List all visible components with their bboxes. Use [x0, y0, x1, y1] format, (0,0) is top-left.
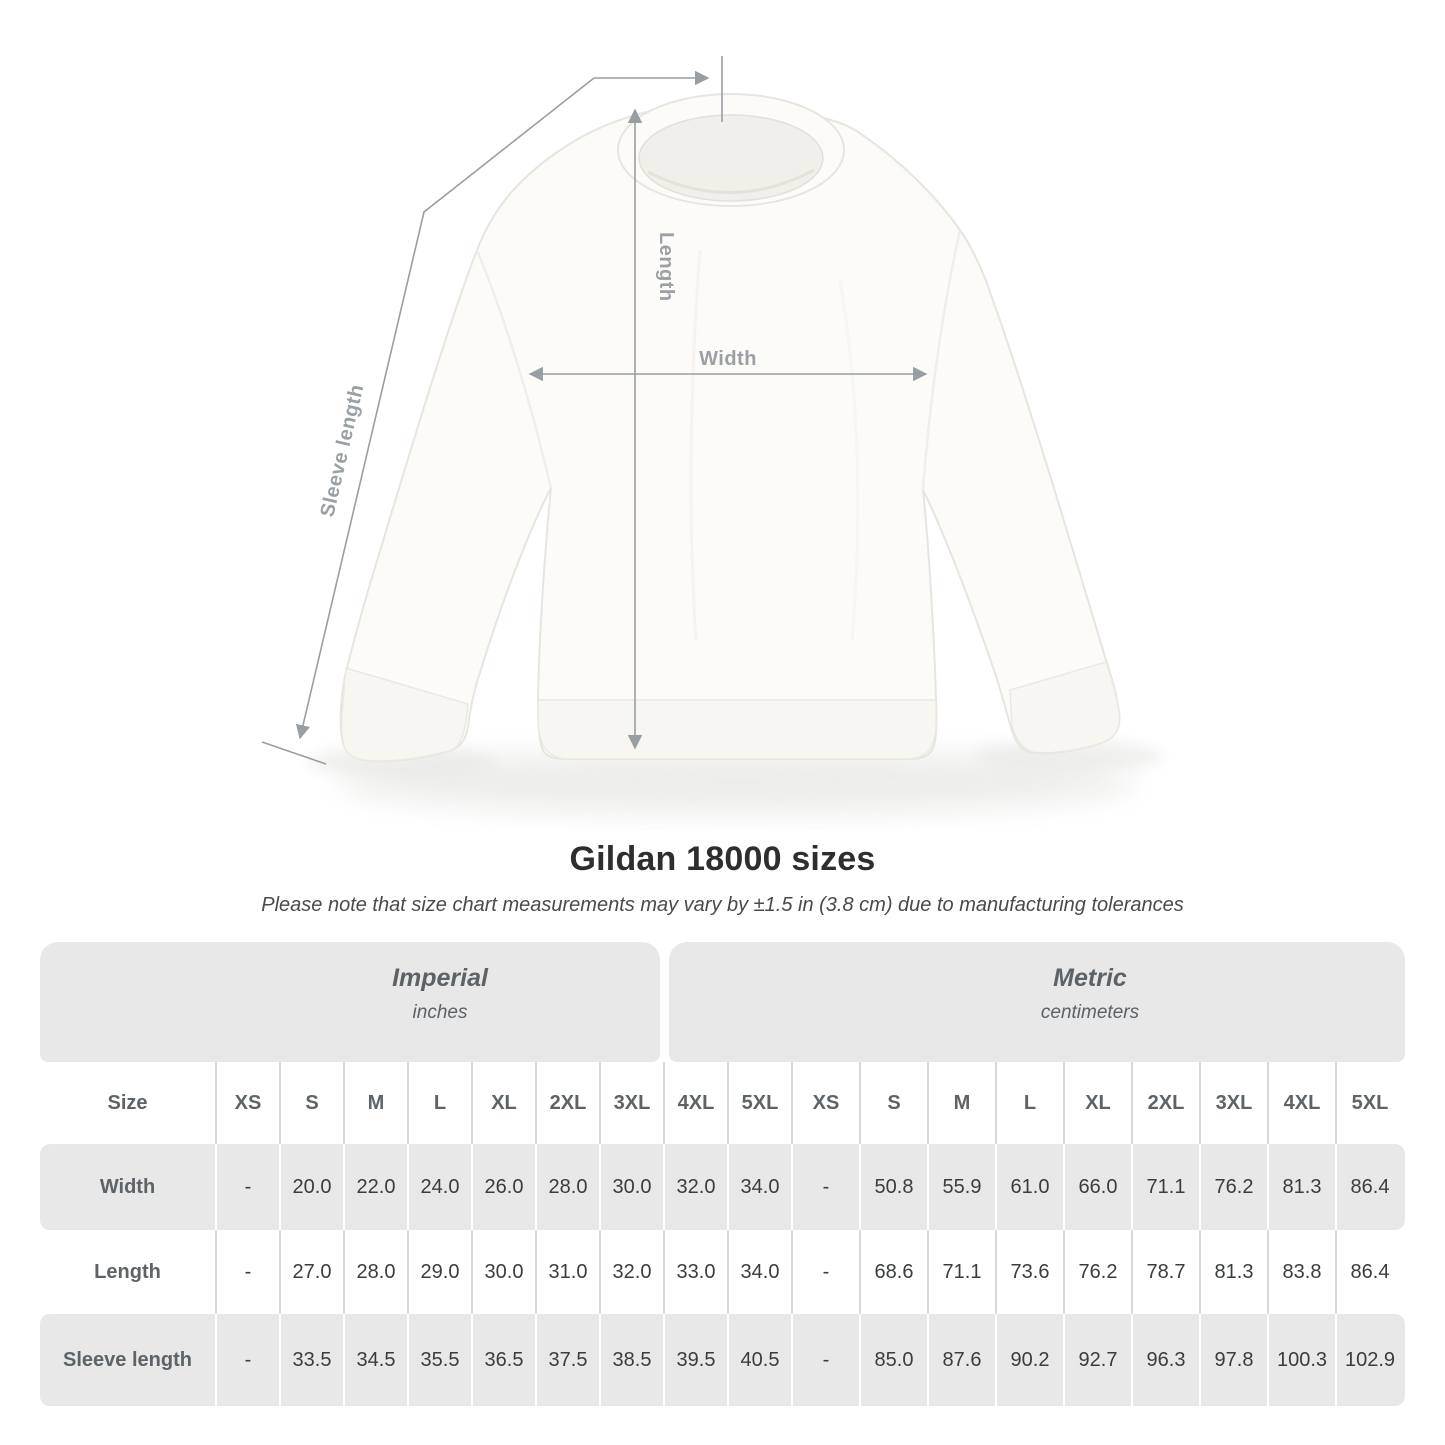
value-cell: 90.2 [995, 1314, 1063, 1406]
value-cell: 55.9 [927, 1144, 995, 1230]
value-cell: 78.7 [1131, 1230, 1199, 1314]
tolerance-note: Please note that size chart measurements may vary by ±1.5 in (3.8 cm) due to manufacturing tolerances [261, 894, 1184, 916]
metric-header [1041, 964, 1139, 1024]
value-cell: 28.0 [343, 1230, 407, 1314]
size-col-header: M [927, 1062, 995, 1144]
value-cell: 24.0 [407, 1144, 471, 1230]
value-cell: 40.5 [727, 1314, 791, 1406]
size-col-header: L [407, 1062, 471, 1144]
row-label: Length [94, 1260, 161, 1283]
value-cell: 100.3 [1267, 1314, 1335, 1406]
length-label: Length [655, 232, 677, 302]
value-cell: 71.1 [927, 1230, 995, 1314]
size-header-row [40, 1062, 1405, 1144]
value-cell: 71.1 [1131, 1144, 1199, 1230]
value-cell: - [215, 1314, 279, 1406]
size-col-header: 4XL [663, 1062, 727, 1144]
value-cell: 87.6 [927, 1314, 995, 1406]
value-cell: - [791, 1314, 859, 1406]
size-col-header: 3XL [1199, 1062, 1267, 1144]
sleeve-length-label: Sleeve length [316, 382, 369, 520]
value-cell: 96.3 [1131, 1314, 1199, 1406]
value-cell: 86.4 [1335, 1230, 1403, 1314]
length-row [40, 1230, 1405, 1314]
imperial-band [40, 942, 660, 1062]
value-cell: 34.5 [343, 1314, 407, 1406]
metric-band [669, 942, 1405, 1062]
size-col-header: 2XL [1131, 1062, 1199, 1144]
value-cell: 27.0 [279, 1230, 343, 1314]
row-label: Sleeve length [63, 1348, 192, 1371]
size-table [40, 942, 1405, 1406]
metric-unit: centimeters [1040, 1002, 1140, 1023]
value-cell: 97.8 [1199, 1314, 1267, 1406]
size-col-header: L [995, 1062, 1063, 1144]
size-col-header: M [343, 1062, 407, 1144]
size-col-header: 5XL [727, 1062, 791, 1144]
value-cell: 66.0 [1063, 1144, 1131, 1230]
value-cell: 36.5 [471, 1314, 535, 1406]
value-cell: 38.5 [599, 1314, 663, 1406]
size-col-header: XL [471, 1062, 535, 1144]
value-cell: 76.2 [1199, 1144, 1267, 1230]
sleeve-length-bottom-tick [262, 742, 326, 764]
row-label: Width [99, 1175, 156, 1198]
value-cell: 76.2 [1063, 1230, 1131, 1314]
value-cell: 20.0 [279, 1144, 343, 1230]
value-cell: 31.0 [535, 1230, 599, 1314]
imperial-header [392, 964, 488, 1024]
value-cell: 30.0 [471, 1230, 535, 1314]
size-col-header: 3XL [599, 1062, 663, 1144]
value-cell: 28.0 [535, 1144, 599, 1230]
value-cell: - [215, 1144, 279, 1230]
sleeve-length-row [40, 1314, 1405, 1406]
garment [341, 94, 1120, 761]
value-cell: 35.5 [407, 1314, 471, 1406]
value-cell: 61.0 [995, 1144, 1063, 1230]
value-cell: 102.9 [1335, 1314, 1403, 1406]
hem-band [538, 700, 936, 759]
imperial-unit: inches [412, 1002, 468, 1023]
value-cell: 34.0 [727, 1144, 791, 1230]
value-cell: 81.3 [1267, 1144, 1335, 1230]
size-col-header: 5XL [1335, 1062, 1403, 1144]
width-row [40, 1144, 1405, 1230]
size-col-header: 2XL [535, 1062, 599, 1144]
value-cell: 29.0 [407, 1230, 471, 1314]
value-cell: 73.6 [995, 1230, 1063, 1314]
value-cell: 86.4 [1335, 1144, 1403, 1230]
value-cell: 39.5 [663, 1314, 727, 1406]
value-cell: 33.0 [663, 1230, 727, 1314]
value-cell: 81.3 [1199, 1230, 1267, 1314]
size-column-title: Size [107, 1091, 148, 1114]
value-cell: 32.0 [599, 1230, 663, 1314]
value-cell: 68.6 [859, 1230, 927, 1314]
imperial-title: Imperial [392, 964, 488, 992]
value-cell: - [791, 1144, 859, 1230]
neck-opening [639, 115, 823, 201]
value-cell: 83.8 [1267, 1230, 1335, 1314]
size-col-header: S [859, 1062, 927, 1144]
metric-title: Metric [1053, 964, 1127, 992]
size-col-header: 4XL [1267, 1062, 1335, 1144]
width-label: Width [699, 348, 757, 370]
size-col-header: XS [215, 1062, 279, 1144]
value-cell: 30.0 [599, 1144, 663, 1230]
size-col-header: XL [1063, 1062, 1131, 1144]
value-cell: - [791, 1230, 859, 1314]
value-cell: 32.0 [663, 1144, 727, 1230]
value-cell: 22.0 [343, 1144, 407, 1230]
value-cell: 33.5 [279, 1314, 343, 1406]
value-cell: 26.0 [471, 1144, 535, 1230]
value-cell: - [215, 1230, 279, 1314]
value-cell: 37.5 [535, 1314, 599, 1406]
size-col-header: XS [791, 1062, 859, 1144]
page-title: Gildan 18000 sizes [569, 840, 876, 878]
value-cell: 92.7 [1063, 1314, 1131, 1406]
unit-group-header-row [40, 942, 1405, 1062]
size-col-header: S [279, 1062, 343, 1144]
value-cell: 34.0 [727, 1230, 791, 1314]
value-cell: 50.8 [859, 1144, 927, 1230]
value-cell: 85.0 [859, 1314, 927, 1406]
